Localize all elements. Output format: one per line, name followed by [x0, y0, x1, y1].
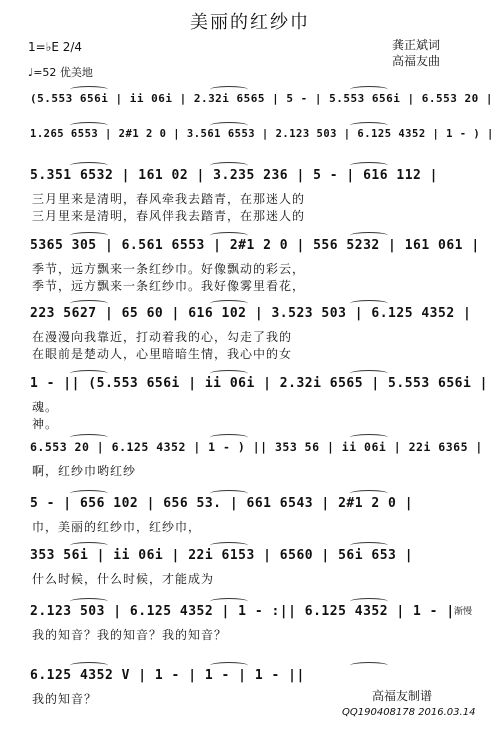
lyric-line: 我的知音？我的知音？我的知音？ — [32, 628, 228, 642]
slur-mark — [350, 300, 388, 307]
notation-row: 353 56i | ii 06i | 22i 6153 | 6560 | 56i 653 | — [30, 548, 414, 563]
slur-mark — [70, 434, 108, 441]
slur-mark — [210, 300, 248, 307]
slur-mark — [350, 162, 388, 169]
slur-mark — [210, 662, 248, 669]
lyric-line: 什么时候，什么时候，才能成为 — [32, 572, 215, 586]
notation-row: 5365 305 | 6.561 6553 | 2#1 2 0 | 556 5232 | 161 061 | — [30, 238, 480, 253]
slur-mark — [70, 370, 108, 377]
slur-mark — [210, 232, 248, 239]
lyric-line: 季节，远方飘来一条红纱巾。好像飘动的彩云， — [32, 262, 306, 276]
notation-credit: 高福友制谱 — [372, 689, 433, 703]
slur-mark — [70, 490, 108, 497]
lyric-line: 三月里来是清明，春风伴我去踏青，在那迷人的 — [32, 209, 306, 223]
lyric-line: 神。 — [32, 417, 59, 431]
composer: 高福友曲 — [392, 54, 441, 68]
slur-mark — [210, 434, 248, 441]
tempo-change-marking: 渐慢 — [454, 607, 473, 617]
slur-mark — [350, 86, 388, 93]
notation-row: 1.265 6553 | 2#1 2 0 | 3.561 6553 | 2.123 503 | 6.125 4352 | 1 - ) | — [30, 128, 494, 140]
lyric-line: 在眼前是楚动人，心里暗暗生情，我心中的女 — [32, 347, 293, 361]
notation-row: 6.125 4352 V | 1 - | 1 - | 1 - || — [30, 668, 305, 683]
lyric-line: 我的知音？ — [32, 692, 98, 706]
slur-mark — [350, 662, 388, 669]
notation-row: 2.123 503 | 6.125 4352 | 1 - :|| 6.125 4352 | 1 - | — [30, 604, 455, 619]
slur-mark — [70, 122, 108, 129]
slur-mark — [210, 490, 248, 497]
slur-mark — [70, 232, 108, 239]
slur-mark — [350, 598, 388, 605]
notation-row: 223 5627 | 65 60 | 616 102 | 3.523 503 | 6.125 4352 | — [30, 306, 472, 321]
notation-row: 6.553 20 | 6.125 4352 | 1 - ) || 353 56 | ii 06i | 22i 6365 | — [30, 440, 483, 454]
notation-row: (5.553 656i | ii 06i | 2.32i 6565 | 5 - | 5.553 656i | 6.553 20 | — [30, 92, 493, 105]
slur-mark — [210, 86, 248, 93]
slur-mark — [70, 86, 108, 93]
lyric-line: 啊，红纱巾哟红纱 — [32, 464, 137, 478]
slur-mark — [210, 122, 248, 129]
slur-mark — [210, 598, 248, 605]
slur-mark — [70, 542, 108, 549]
slur-mark — [210, 370, 248, 377]
notation-row: 5 - | 656 102 | 656 53. | 661 6543 | 2#1 2 0 | — [30, 496, 414, 511]
notation-row: 5.351 6532 | 161 02 | 3.235 236 | 5 - | 616 112 | — [30, 168, 439, 183]
lyric-line: 魂。 — [32, 400, 59, 414]
slur-mark — [210, 542, 248, 549]
slur-mark — [350, 232, 388, 239]
lyricist: 龚正斌词 — [392, 38, 441, 52]
tempo-marking: ♩=52 优美地 — [28, 66, 93, 79]
slur-mark — [70, 300, 108, 307]
key-signature: 1=♭E 2/4 — [28, 40, 83, 54]
lyric-line: 在漫漫向我靠近，打动着我的心，勾走了我的 — [32, 330, 293, 344]
slur-mark — [210, 162, 248, 169]
slur-mark — [70, 162, 108, 169]
song-title: 美丽的红纱巾 — [190, 12, 310, 33]
lyric-line: 季节，远方飘来一条红纱巾。我好像雾里看花， — [32, 279, 306, 293]
contact-and-date: QQ190408178 2016.03.14 — [342, 707, 476, 718]
notation-row: 1 - || (5.553 656i | ii 06i | 2.32i 6565 | 5.553 656i | — [30, 376, 488, 391]
slur-mark — [70, 598, 108, 605]
lyric-line: 巾，美丽的红纱巾，红纱巾， — [32, 520, 202, 534]
slur-mark — [350, 434, 388, 441]
slur-mark — [70, 662, 108, 669]
slur-mark — [350, 490, 388, 497]
slur-mark — [350, 122, 388, 129]
slur-mark — [350, 370, 388, 377]
slur-mark — [350, 542, 388, 549]
lyric-line: 三月里来是清明，春风牵我去踏青，在那迷人的 — [32, 192, 306, 206]
